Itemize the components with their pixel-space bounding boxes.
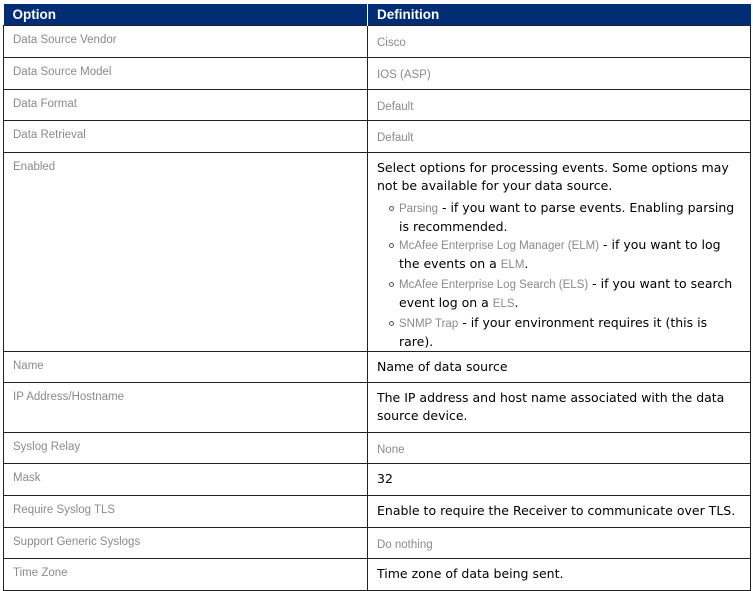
table-row: [4, 559, 751, 591]
definition-text: Time zone of data being sent.: [377, 566, 564, 581]
table-row: [4, 58, 751, 90]
option-label: Data Retrieval: [13, 129, 86, 141]
definition-cell: [368, 153, 751, 352]
option-cell: [4, 528, 368, 559]
option-cell: [4, 90, 368, 121]
option-label: Enabled: [13, 161, 56, 173]
table-header-row: [4, 4, 751, 26]
list-item: [389, 236, 741, 274]
list-item-end: .: [514, 295, 519, 310]
option-cell: [4, 383, 368, 433]
definition-cell: [368, 528, 751, 559]
term-link[interactable]: McAfee Enterprise Log Manager (ELM): [399, 240, 600, 252]
inline-link[interactable]: ELS: [492, 298, 515, 310]
option-cell: [4, 352, 368, 383]
table-row: [4, 153, 751, 352]
option-label: IP Address/Hostname: [13, 391, 125, 403]
option-label: Name: [13, 360, 44, 372]
definition-text: IOS (ASP): [377, 69, 431, 81]
list-item-text: - if you want to search event log on a: [399, 276, 733, 310]
option-cell: [4, 121, 368, 153]
table-row: [4, 121, 751, 153]
option-label: Data Source Model: [13, 66, 112, 78]
list-item-text: - if your environment requires it (this is rare).: [399, 315, 708, 349]
option-cell: [4, 496, 368, 528]
table-row: [4, 352, 751, 383]
definition-cell: [368, 496, 751, 528]
header-option: Option: [4, 4, 368, 26]
definition-text: Name of data source: [377, 359, 508, 374]
option-label: Support Generic Syslogs: [13, 536, 141, 548]
options-table: [3, 4, 751, 591]
option-cell: [4, 559, 368, 591]
table-row: [4, 26, 751, 58]
term-link[interactable]: SNMP Trap: [399, 318, 459, 330]
definition-text: Cisco: [377, 37, 406, 49]
table-row: [4, 528, 751, 559]
option-label: Time Zone: [13, 567, 68, 579]
definition-cell: [368, 121, 751, 153]
list-item-text: - if you want to parse events. Enabling parsing is recommended.: [399, 200, 735, 234]
option-cell: [4, 464, 368, 496]
option-cell: [4, 433, 368, 464]
option-label: Data Format: [13, 98, 77, 110]
option-label: Syslog Relay: [13, 441, 81, 453]
option-label: Require Syslog TLS: [13, 504, 116, 516]
list-item-text: - if you want to log the events on a: [399, 237, 721, 271]
definition-text: None: [377, 444, 405, 456]
option-label: Mask: [13, 472, 41, 484]
definition-cell: [368, 383, 751, 433]
table-row: [4, 90, 751, 121]
definition-cell: [368, 90, 751, 121]
table-row: [4, 433, 751, 464]
definition-cell: [368, 433, 751, 464]
definition-text: The IP address and host name associated with the data source device.: [377, 390, 725, 423]
table-row: [4, 496, 751, 528]
table-row: [4, 383, 751, 433]
list-item-end: .: [524, 256, 529, 271]
option-label: Data Source Vendor: [13, 34, 117, 46]
definition-cell: [368, 352, 751, 383]
definition-text: Default: [377, 132, 414, 144]
header-definition: Definition: [368, 4, 751, 26]
table-row: [4, 464, 751, 496]
list-item: [389, 314, 741, 350]
term-link[interactable]: McAfee Enterprise Log Search (ELS): [399, 279, 589, 291]
definition-cell: [368, 58, 751, 90]
option-cell: [4, 58, 368, 90]
definition-cell: [368, 559, 751, 591]
list-item: [389, 275, 741, 313]
enabled-options-list: [377, 199, 741, 350]
option-cell: [4, 153, 368, 352]
definition-text: Default: [377, 101, 414, 113]
option-cell: [4, 26, 368, 58]
inline-link[interactable]: ELM: [500, 259, 525, 271]
term-link[interactable]: Parsing: [399, 203, 438, 215]
definition-text: Do nothing: [377, 539, 433, 551]
definition-text: 32: [377, 471, 393, 486]
definition-text: Select options for processing events. Some options may not be available for your data source.: [377, 160, 729, 193]
definition-text: Enable to require the Receiver to communicate over TLS.: [377, 503, 736, 518]
list-item: [389, 199, 741, 235]
definition-cell: [368, 464, 751, 496]
definition-cell: [368, 26, 751, 58]
